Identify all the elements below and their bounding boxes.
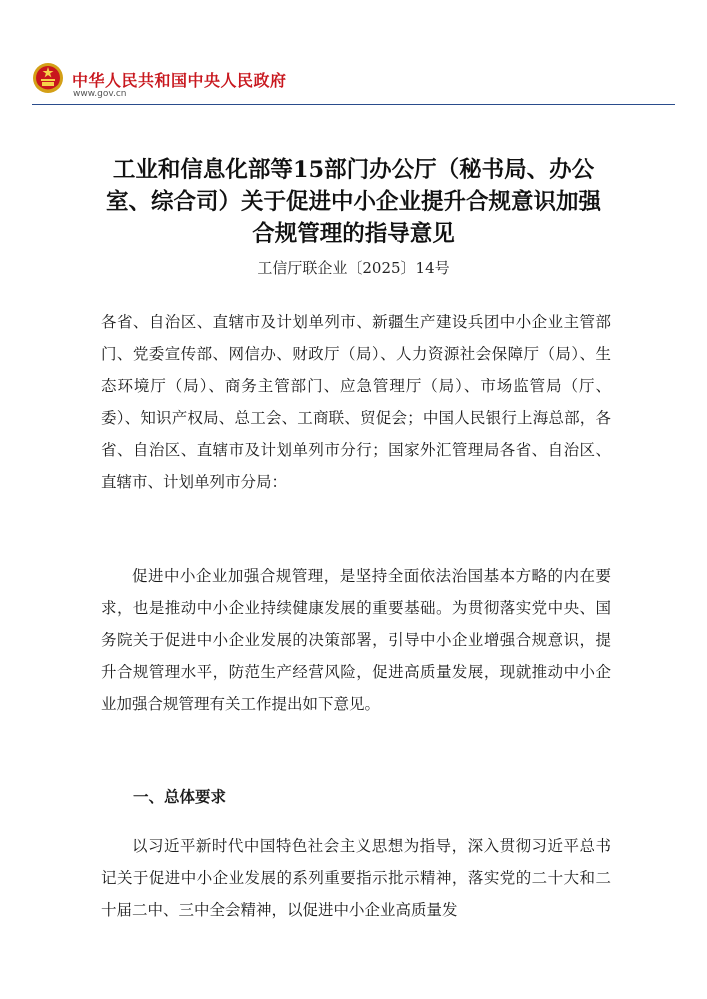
body-paragraph: 以习近平新时代中国特色社会主义思想为指导，深入贯彻习近平总书记关于促进中小企业发展的系列重要指示批示精神，落实党的二十大和二十届二中、三中全会精神，以促进中小企业高质量发	[101, 837, 611, 919]
site-url[interactable]: www.gov.cn	[73, 89, 127, 99]
document-number: 工信厅联企业〔2025〕14号	[257, 259, 450, 277]
document-title: 工业和信息化部等15部门办公厅（秘书局、办公室、综合司）关于促进中小企业提升合规意识加强合规管理的指导意见	[105, 157, 601, 247]
addressee-list: 各省、自治区、直辖市及计划单列市、新疆生产建设兵团中小企业主管部门、党委宣传部、网信办、财政厅（局）、人力资源社会保障厅（局）、生态环境厅（局）、商务主管部门、应急管理厅（局）、市场监管局（厅、委）、知识产权局、总工会、工商联、贸促会；中国人民银行上海总部，各省、自治区、直辖市及计划单列市分行；国家外汇管理局各省、自治区、直辖市、计划单列市分局：	[101, 313, 611, 491]
site-name[interactable]: 中华人民共和国中央人民政府	[72, 71, 287, 90]
body-paragraph: 促进中小企业加强合规管理，是坚持全面依法治国基本方略的内在要求，也是推动中小企业持续健康发展的重要基础。为贯彻落实党中央、国务院关于促进中小企业发展的决策部署，引导中小企业增强合规意识，提升合规管理水平，防范生产经营风险，促进高质量发展，现就推动中小企业加强合规管理有关工作提出如下意见。	[101, 567, 611, 713]
header-divider	[32, 104, 675, 105]
national-emblem-icon[interactable]	[32, 62, 64, 96]
section-heading: 一、总体要求	[133, 788, 227, 806]
